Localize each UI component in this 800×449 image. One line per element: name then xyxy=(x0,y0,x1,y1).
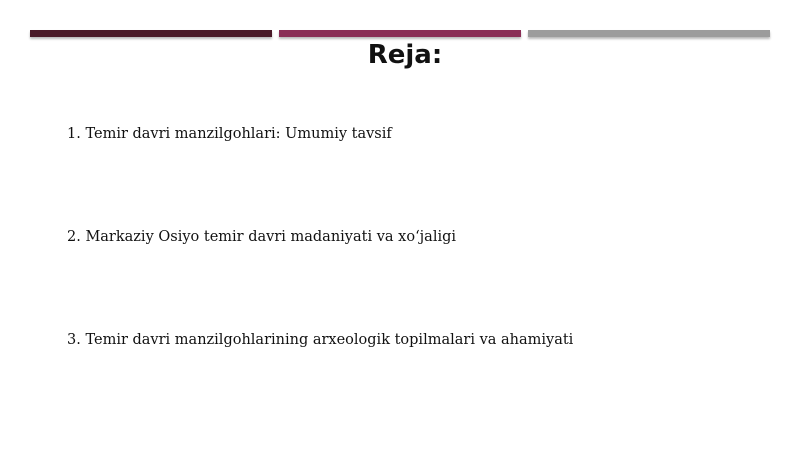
slide-title: Reja: xyxy=(367,40,443,70)
list-item: 3. Temir davri manzilgohlarining arxeologik topilmalari va ahamiyati xyxy=(67,332,574,348)
accent-bar-dark xyxy=(30,30,272,37)
accent-bar-gray xyxy=(528,30,770,37)
list-item: 2. Markaziy Osiyo temir davri madaniyati va xo‘jaligi xyxy=(67,229,457,245)
accent-bar-magenta xyxy=(279,30,521,37)
list-item: 1. Temir davri manzilgohlari: Umumiy tavsif xyxy=(67,126,392,142)
